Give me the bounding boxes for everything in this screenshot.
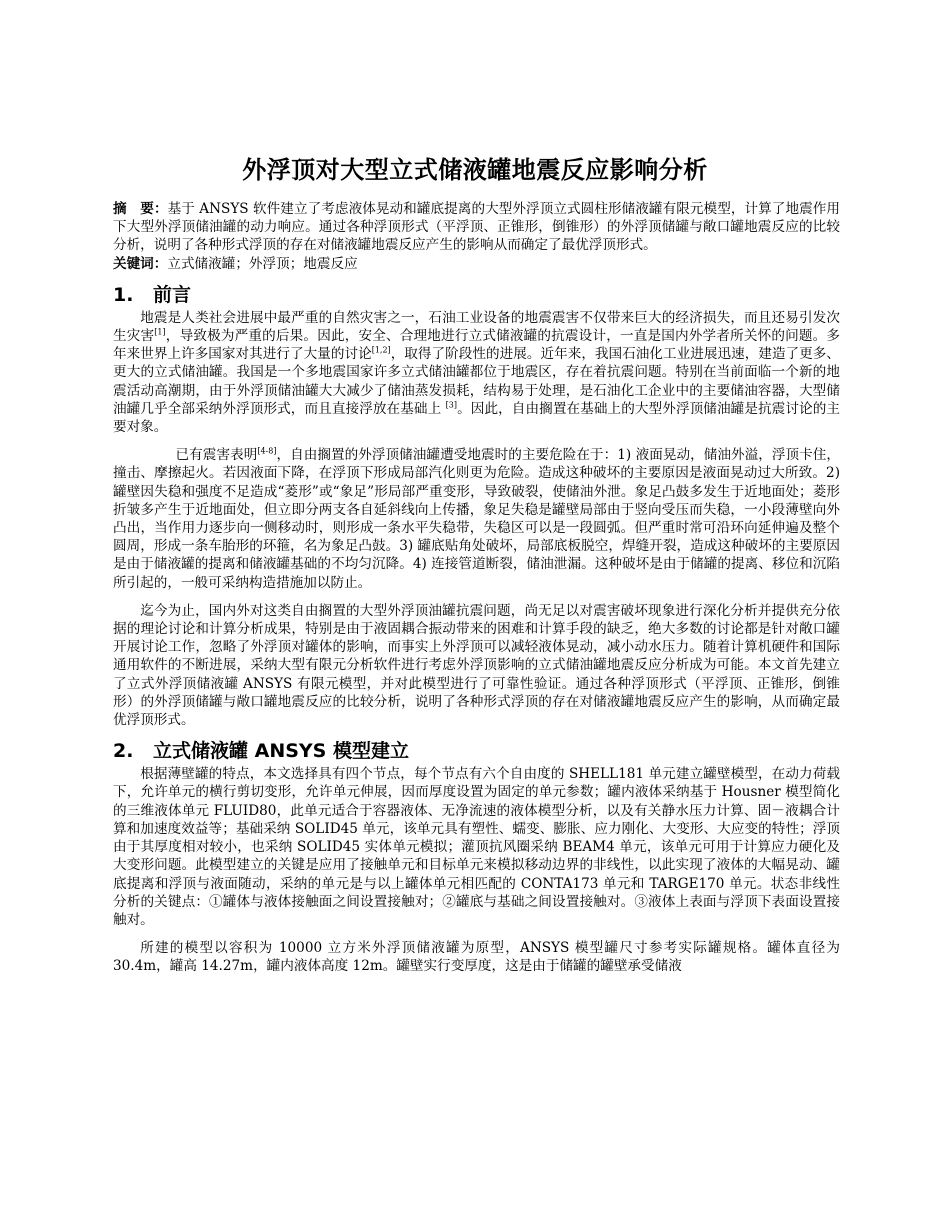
- section-1-paragraph-3: 迄今为止，国内外对这类自由搁置的大型外浮顶油罐抗震问题，尚无足以对震害破坏现象进行深化分析并提供充分依据的理论讨论和计算分析成果，特别是由于液固耦合振动带来的困难和计算手段的缺乏，绝大多数的讨论都是针对敞口罐开展讨论工作，忽略了外浮顶对罐体的影响，而事实上外浮顶可以减轻液体晃动，减小动水压力。随着计算机硬件和国际通用软件的不断进展，采纳大型有限元分析软件进行考虑外浮顶影响的立式储油罐地震反应分析成为可能。本文首先建立了立式外浮顶储液罐 ANSYS 有限元模型，并对此模型进行了可靠性验证。通过各种浮顶形式（平浮顶、正锥形，倒锥形）的外浮顶储罐与敞口罐地震反应的比较分析，说明了各种形式浮顶的存在对储液罐地震反应产生的影响，从而确定最优浮顶形式。: [113, 602, 840, 729]
- section-1-title: 前言: [153, 283, 192, 306]
- section-2-title: 立式储液罐 ANSYS 模型建立: [153, 740, 409, 763]
- keywords-text: 立式储液罐；外浮顶；地震反应: [167, 255, 358, 272]
- text-run: ，导致极为严重的后果。因此，安全、合理地进行立式储液罐的抗震设计，一直是国内外学者所关怀的问题。多年来世界上许多国家对其进行了大量的讨论: [113, 328, 841, 363]
- section-2-number: 2.: [113, 740, 134, 763]
- keywords-label: 关键词：: [113, 255, 168, 272]
- abstract-text: 基于 ANSYS 软件建立了考虑液体晃动和罐底提离的大型外浮顶立式圆柱形储液罐有限元模型，计算了地震作用下大型外浮顶储油罐的动力响应。通过各种浮顶形式（平浮顶、正锥形，倒锥形）的外浮顶储罐与敞口罐地震反应的比较分析，说明了各种形式浮顶的存在对储液罐地震反应产生的影响从而确定了最优浮顶形式。: [113, 201, 841, 254]
- citation: [1,2]: [371, 345, 391, 355]
- citation: [4-8]: [257, 446, 277, 456]
- text-run: 。因此，自由搁置在基础上的大型外浮顶储油罐是抗震讨论的主要对象。: [113, 400, 840, 436]
- body-column: [113, 200, 840, 976]
- section-2-heading: [113, 739, 840, 763]
- section-1-heading: [113, 283, 840, 307]
- section-2-paragraph-2: 所建的模型以容积为 10000 立方米外浮顶储液罐为原型，ANSYS 模型罐尺寸参考实际罐规格。罐体直径为 30.4m，罐高 14.27m，罐内液体高度 12m。罐壁实行变厚度，这是由于储罐的罐壁承受储液: [113, 940, 840, 975]
- abstract: [113, 200, 840, 255]
- section-1-number: 1.: [113, 283, 134, 306]
- keywords: [113, 255, 840, 273]
- section-1-paragraph-2: [113, 446, 840, 592]
- citation: [3]: [445, 400, 458, 410]
- text-run: ，取得了阶段性的进展。近年来，我国石油化工业进展迅速，建造了更多、更大的立式储油罐。我国是一个多地震国家许多立式储油罐都位于地震区，存在着抗震问题。特别在当前面临一个新的地震活动高潮期，由于外浮顶储油罐大大减少了储油蒸发损耗，结构易于处理，是石油化工企业中的主要储油容器，大型储油罐几乎全部采纳外浮顶形式，而且直接浮放在基础上: [113, 346, 840, 417]
- section-1-paragraph-1: [113, 309, 840, 436]
- text-run: 地震是人类社会进展中最严重的自然灾害之一，石油工业设备的地震震害不仅带来巨大的经济损失，而且还易引发次生灾害: [113, 309, 840, 345]
- citation: [1]: [154, 327, 166, 337]
- section-2-paragraph-1: 根据薄壁罐的特点，本文选择具有四个节点，每个节点有六个自由度的 SHELL181 单元建立罐壁模型，在动力荷载下，允许单元的横行剪切变形，允许单元伸展，因而厚度设置为固定的单元参数；罐内液体采纳基于 Housner 模型简化的三维液体单元 FLUID80，此单元适合于容器液体、无净流速的液体模型分析，以及有关静水压力计算、固－液耦合计算和加速度效益等；基础采纳 SOLID45 单元，该单元具有塑性、蠕变、膨胀、应力刚化、大变形、大应变的特性；浮顶由于其厚度相对较小，也采纳 SOLID45 实体单元模拟；灌顶抗风圈采纳 BEAM4 单元，该单元可用于计算应力硬化及大变形问题。此模型建立的关键是应用了接触单元和目标单元来模拟移动边界的非线性，以此实现了液体的大幅晃动、罐底提离和浮顶与液面随动，采纳的单元是与以上罐体单元相匹配的 CONTA173 单元和 TARGE170 单元。状态非线性分析的关键点：①罐体与液体接触面之间设置接触对；②罐底与基础之间设置接触对。③液体上表面与浮顶下表面设置接触对。: [113, 766, 840, 928]
- text-run: ，自由搁置的外浮顶储油罐遭受地震时的主要危险在于：1) 液面晃动，储油外溢，浮顶卡住，撞击、摩擦起火。若因液面下降，在浮顶下形成局部汽化则更为危险。造成这种破坏的主要原因是液面晃动过大所致。2) 罐壁因失稳和强度不足造成“菱形”或“象足”形局部严重变形，导致破裂，使储油外泄。象足凸鼓多发生于近地面处；菱形折皱多产生于近地面处，但立即分两支各自延斜线向上传播，象足失稳是罐壁局部由于竖向受压而失稳，一小段薄壁向外凸出，当作用力逐步向一侧移动时，则形成一条水平失稳带，失稳区可以是一段圆弧。但严重时常可沿环向延伸遍及整个圆周，形成一条车胎形的环箍，名为象足凸鼓。3) 罐底贴角处破坏，局部底板脱空，焊缝开裂，造成这种破坏的主要原因是由于储液罐的提离和储液罐基础的不均匀沉降。4) 连接管道断裂，储油泄漏。这种破坏是由于储罐的提离、移位和沉陷所引起的，一般可采纳构造措施加以防止。: [113, 447, 841, 591]
- paper-title: 外浮顶对大型立式储液罐地震反应影响分析: [242, 156, 708, 184]
- abstract-label: 摘 要：: [113, 201, 168, 217]
- text-run: 已有震害表明: [175, 447, 258, 464]
